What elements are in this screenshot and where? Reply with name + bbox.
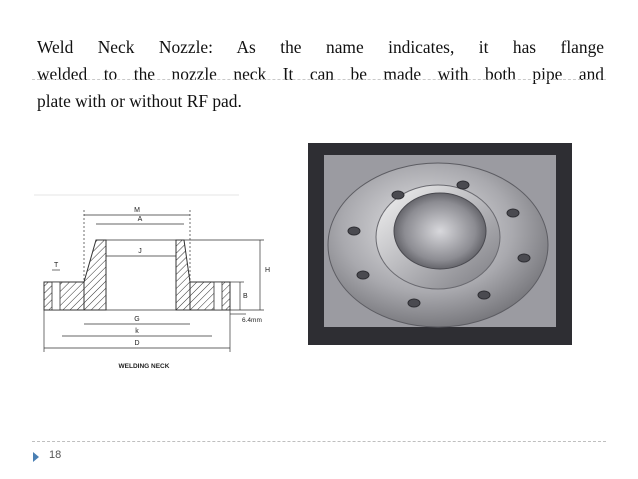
label-m: M: [134, 207, 140, 214]
bolt-hole-left: [52, 282, 60, 310]
label-b: B: [243, 293, 248, 300]
body-line-1: Weld Neck Nozzle: As the name indicates, it has flange: [37, 37, 604, 57]
label-j: J: [138, 248, 142, 255]
top-dashed-rule: [32, 79, 606, 80]
page-number: 18: [49, 449, 62, 461]
label-d: D: [134, 340, 140, 347]
label-g: G: [134, 316, 140, 323]
weld-neck-drawing: [34, 190, 284, 380]
slide-body-text: [37, 34, 604, 115]
flange-left-hub: [84, 240, 106, 310]
bolt-hole-right: [214, 282, 222, 310]
body-line-3: plate with or without RF pad.: [37, 91, 242, 111]
flange-right-hub: [176, 240, 190, 310]
bottom-dashed-rule: [32, 441, 606, 442]
page-marker-icon: [33, 452, 39, 462]
dimension-lines: [44, 210, 264, 352]
weld-neck-drawing-svg: [34, 190, 284, 380]
label-h: H: [265, 267, 271, 274]
flange-left-ring: [44, 282, 84, 310]
flange-right-ring: [190, 282, 230, 310]
label-a: A: [137, 216, 143, 223]
flange-photo: [308, 143, 572, 345]
label-thickness: 6.4mm: [242, 317, 262, 324]
flange-photo-svg: [308, 143, 572, 345]
body-line-2: welded to the nozzle neck It can be made with both pipe and: [37, 64, 604, 84]
label-t: T: [54, 262, 59, 269]
label-k: k: [135, 328, 139, 335]
drawing-caption: WELDING NECK: [118, 363, 170, 370]
flange-bore: [394, 193, 486, 269]
